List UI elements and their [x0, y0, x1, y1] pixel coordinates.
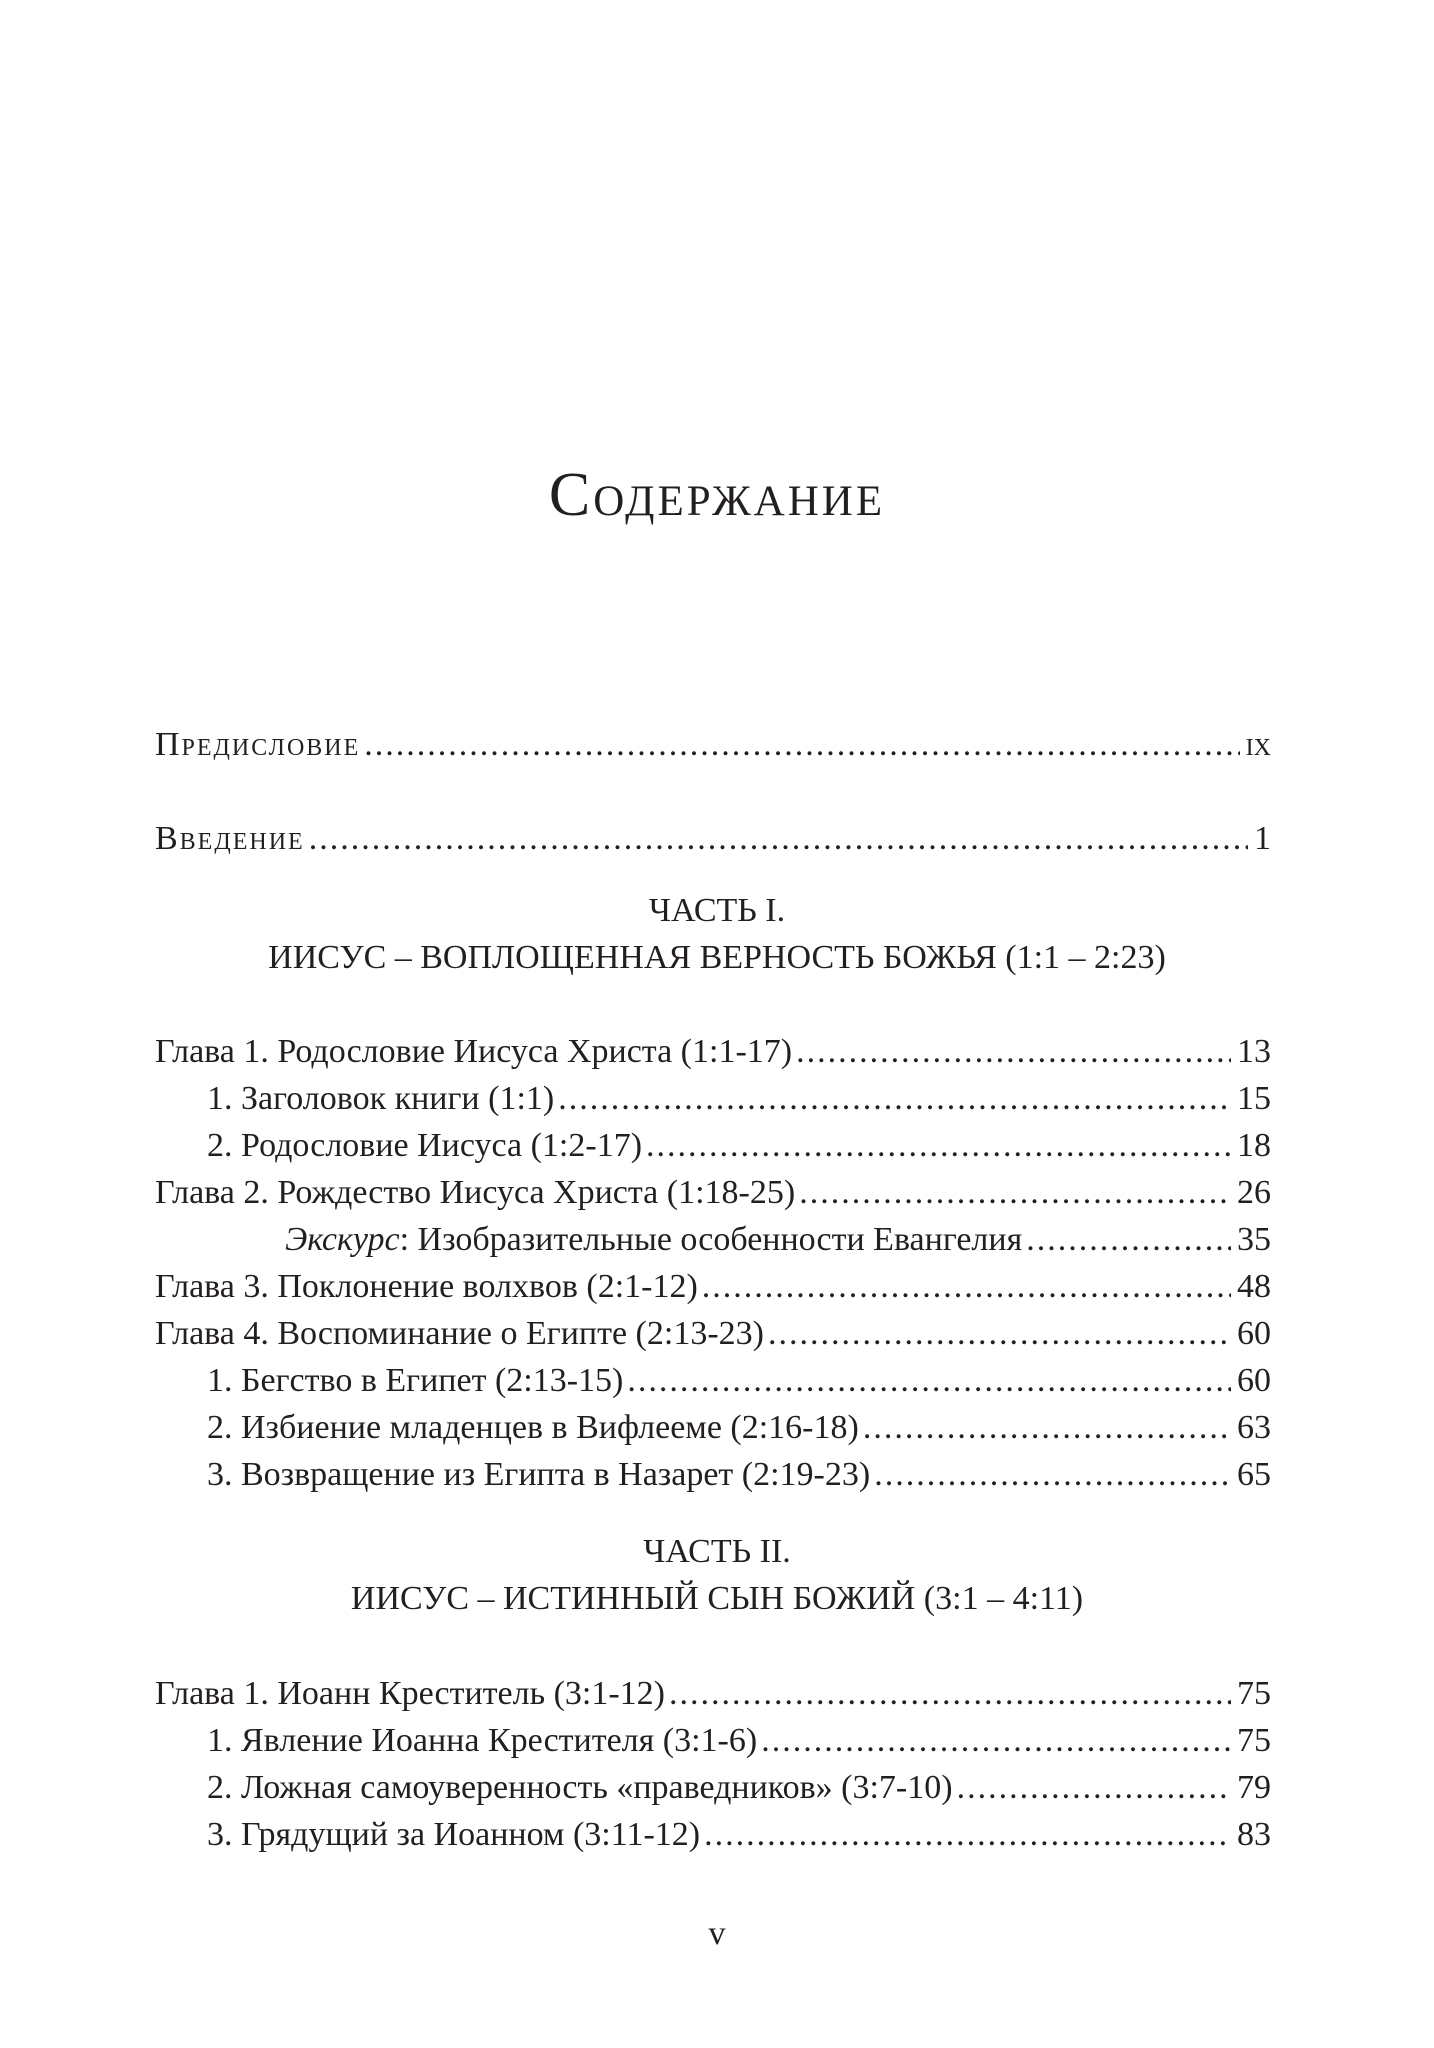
- dot-leader: [704, 1813, 1231, 1857]
- toc-entry-introduction: [155, 817, 1271, 861]
- toc-entry: [207, 1406, 1271, 1450]
- part-heading: ЧАСТЬ II.: [643, 1533, 791, 1570]
- toc-entry-label: 3. Возвращение из Египта в Назарет (2:19-23): [207, 1456, 871, 1493]
- dot-leader: [646, 1124, 1231, 1168]
- toc-entry: [155, 1265, 1271, 1309]
- toc-entry-label: 1. Заголовок книги (1:1): [207, 1080, 555, 1117]
- dot-leader: [874, 1453, 1231, 1497]
- toc-entry-page: 75: [1237, 1722, 1271, 1759]
- toc-entry-page: 1: [1254, 820, 1271, 857]
- toc-entry-page: 35: [1237, 1221, 1271, 1258]
- toc-entry-label: Предисловие: [155, 726, 361, 763]
- dot-leader: [627, 1359, 1231, 1403]
- toc-entry-page: 83: [1237, 1816, 1271, 1853]
- toc-entry-page: 79: [1237, 1769, 1271, 1806]
- toc-entry-label: Глава 1. Иоанн Креститель (3:1-12): [155, 1675, 665, 1712]
- dot-leader: [364, 723, 1239, 767]
- toc-entry-label: 2. Ложная самоуверенность «праведников» (3:7-10): [207, 1769, 953, 1806]
- toc-entry-label: Глава 4. Воспоминание о Египте (2:13-23): [155, 1315, 764, 1352]
- toc-entry-page: 26: [1237, 1174, 1271, 1211]
- toc-entry: [207, 1453, 1271, 1497]
- part-heading: ЧАСТЬ I.: [648, 892, 786, 929]
- toc-entry-page: 15: [1237, 1080, 1271, 1117]
- dot-leader: [558, 1077, 1231, 1121]
- toc-entry-page: 60: [1237, 1315, 1271, 1352]
- toc-entry-preface: [155, 723, 1271, 767]
- dot-leader: [768, 1312, 1231, 1356]
- toc-entry-excursus: [285, 1218, 1271, 1262]
- excursus-prefix: Экскурс: [285, 1221, 400, 1258]
- toc-entry-page: 48: [1237, 1268, 1271, 1305]
- toc-entry: [207, 1077, 1271, 1121]
- toc-entry-label: Глава 3. Поклонение волхвов (2:1-12): [155, 1268, 698, 1305]
- dot-leader: [761, 1719, 1231, 1763]
- toc-entry-page: 63: [1237, 1409, 1271, 1446]
- dot-leader: [1026, 1218, 1231, 1262]
- toc-entry-label: 2. Избиение младенцев в Вифлееме (2:16-18): [207, 1409, 859, 1446]
- toc-entry-label: [285, 1218, 1022, 1262]
- dot-leader: [863, 1406, 1231, 1450]
- dot-leader: [669, 1672, 1231, 1716]
- toc-entry-label: 1. Явление Иоанна Крестителя (3:1-6): [207, 1722, 758, 1759]
- excursus-title: : Изобразительные особенности Евангелия: [399, 1221, 1023, 1258]
- page-number: v: [708, 1915, 726, 1952]
- toc-entry-page: 65: [1237, 1456, 1271, 1493]
- toc-entry: [207, 1719, 1271, 1763]
- toc-entry-label: 2. Родословие Иисуса (1:2-17): [207, 1127, 643, 1164]
- dot-leader: [309, 817, 1248, 861]
- toc-entry: [155, 1312, 1271, 1356]
- part-subtitle: ИИСУС – ВОПЛОЩЕННАЯ ВЕРНОСТЬ БОЖЬЯ (1:1 – 2:23): [268, 939, 1166, 976]
- toc-entry-page: 75: [1237, 1675, 1271, 1712]
- dot-leader: [799, 1171, 1231, 1215]
- toc-entry-label: Глава 2. Рождество Иисуса Христа (1:18-25): [155, 1174, 796, 1211]
- dot-leader: [957, 1766, 1231, 1810]
- toc-entry-page: 18: [1237, 1127, 1271, 1164]
- toc-entry-label: Введение: [155, 820, 305, 857]
- toc-entry-label: 1. Бегство в Египет (2:13-15): [207, 1362, 624, 1399]
- toc-entry: [207, 1766, 1271, 1810]
- toc-entry-label: 3. Грядущий за Иоанном (3:11-12): [207, 1816, 701, 1853]
- toc-entry: [155, 1672, 1271, 1716]
- page-title: Содержание: [548, 461, 886, 529]
- toc-entry: [207, 1124, 1271, 1168]
- toc-entry: [207, 1813, 1271, 1857]
- toc-entry-label: Глава 1. Родословие Иисуса Христа (1:1-17): [155, 1033, 793, 1070]
- toc-entry-page: 13: [1237, 1033, 1271, 1070]
- dot-leader: [702, 1265, 1231, 1309]
- toc-entry: [155, 1171, 1271, 1215]
- toc-entry-page: 60: [1237, 1362, 1271, 1399]
- toc-entry: [155, 1030, 1271, 1074]
- toc-entry-page: ix: [1245, 726, 1271, 763]
- part-subtitle: ИИСУС – ИСТИННЫЙ СЫН БОЖИЙ (3:1 – 4:11): [350, 1580, 1084, 1617]
- toc-entry: [207, 1359, 1271, 1403]
- dot-leader: [796, 1030, 1231, 1074]
